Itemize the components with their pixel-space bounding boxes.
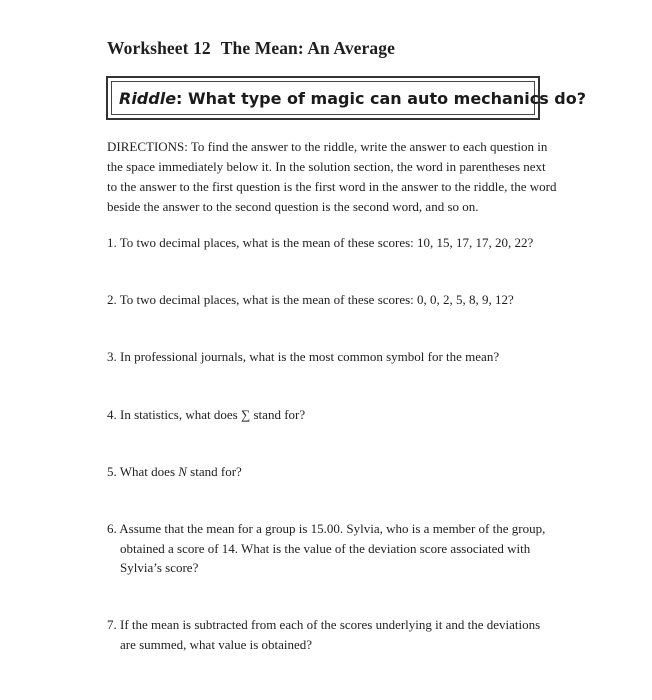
question-text: If the mean is subtracted from each of the scores underlying it and the deviations — [120, 617, 541, 632]
question-number: 2. — [107, 292, 117, 307]
question-text: To two decimal places, what is the mean of these scores: 0, 0, 2, 5, 8, 9, 12? — [119, 292, 514, 307]
question-text: Assume that the mean for a group is 15.00. Sylvia, who is a member of the group, — [119, 521, 546, 536]
riddle-question: What type of magic can auto mechanics do? — [188, 88, 587, 108]
question-number: 7. — [107, 617, 117, 632]
worksheet-number: Worksheet 12 — [107, 38, 211, 58]
worksheet-title: The Mean: An Average — [220, 38, 395, 58]
question-7 — [107, 615, 540, 654]
question-4 — [107, 405, 305, 425]
page-title — [107, 38, 395, 59]
question-number: 1. — [107, 235, 117, 250]
question-text: To two decimal places, what is the mean of these scores: 10, 15, 17, 17, 20, 22? — [119, 235, 534, 250]
sigma-symbol: ∑ — [240, 407, 251, 422]
directions-line: to the answer to the first question is the first word in the answer to the riddle, the word — [107, 179, 557, 194]
question-text: are summed, what value is obtained? — [120, 636, 313, 652]
question-number: 3. — [107, 349, 117, 364]
question-text: Sylvia’s score? — [120, 560, 199, 575]
directions-line: DIRECTIONS: To find the answer to the riddle, write the answer to each question in — [107, 139, 548, 154]
question-5 — [107, 462, 242, 482]
directions-paragraph — [107, 137, 557, 217]
riddle-label: Riddle — [119, 88, 177, 108]
directions-line: beside the answer to the second question is the second word, and so on. — [107, 199, 479, 214]
question-2 — [107, 290, 514, 310]
question-text: obtained a score of 14. What is the value of the deviation score associated with — [120, 540, 531, 556]
question-1 — [107, 233, 533, 253]
riddle-colon: : — [176, 88, 189, 108]
riddle-frame — [111, 81, 587, 115]
question-text: stand for? — [253, 407, 306, 422]
question-text: In professional journals, what is the most common symbol for the mean? — [120, 349, 500, 364]
question-text: stand for? — [190, 464, 242, 479]
question-number: 5. — [107, 464, 117, 479]
question-text: What does — [119, 464, 175, 479]
question-6 — [107, 519, 545, 578]
directions-line: the space immediately below it. In the solution section, the word in parentheses next — [107, 159, 546, 174]
question-3 — [107, 347, 499, 367]
question-number: 6. — [107, 521, 117, 536]
question-number: 4. — [107, 407, 117, 422]
question-text: In statistics, what does — [120, 407, 238, 422]
riddle-box — [106, 76, 587, 120]
n-symbol: N — [178, 464, 187, 479]
